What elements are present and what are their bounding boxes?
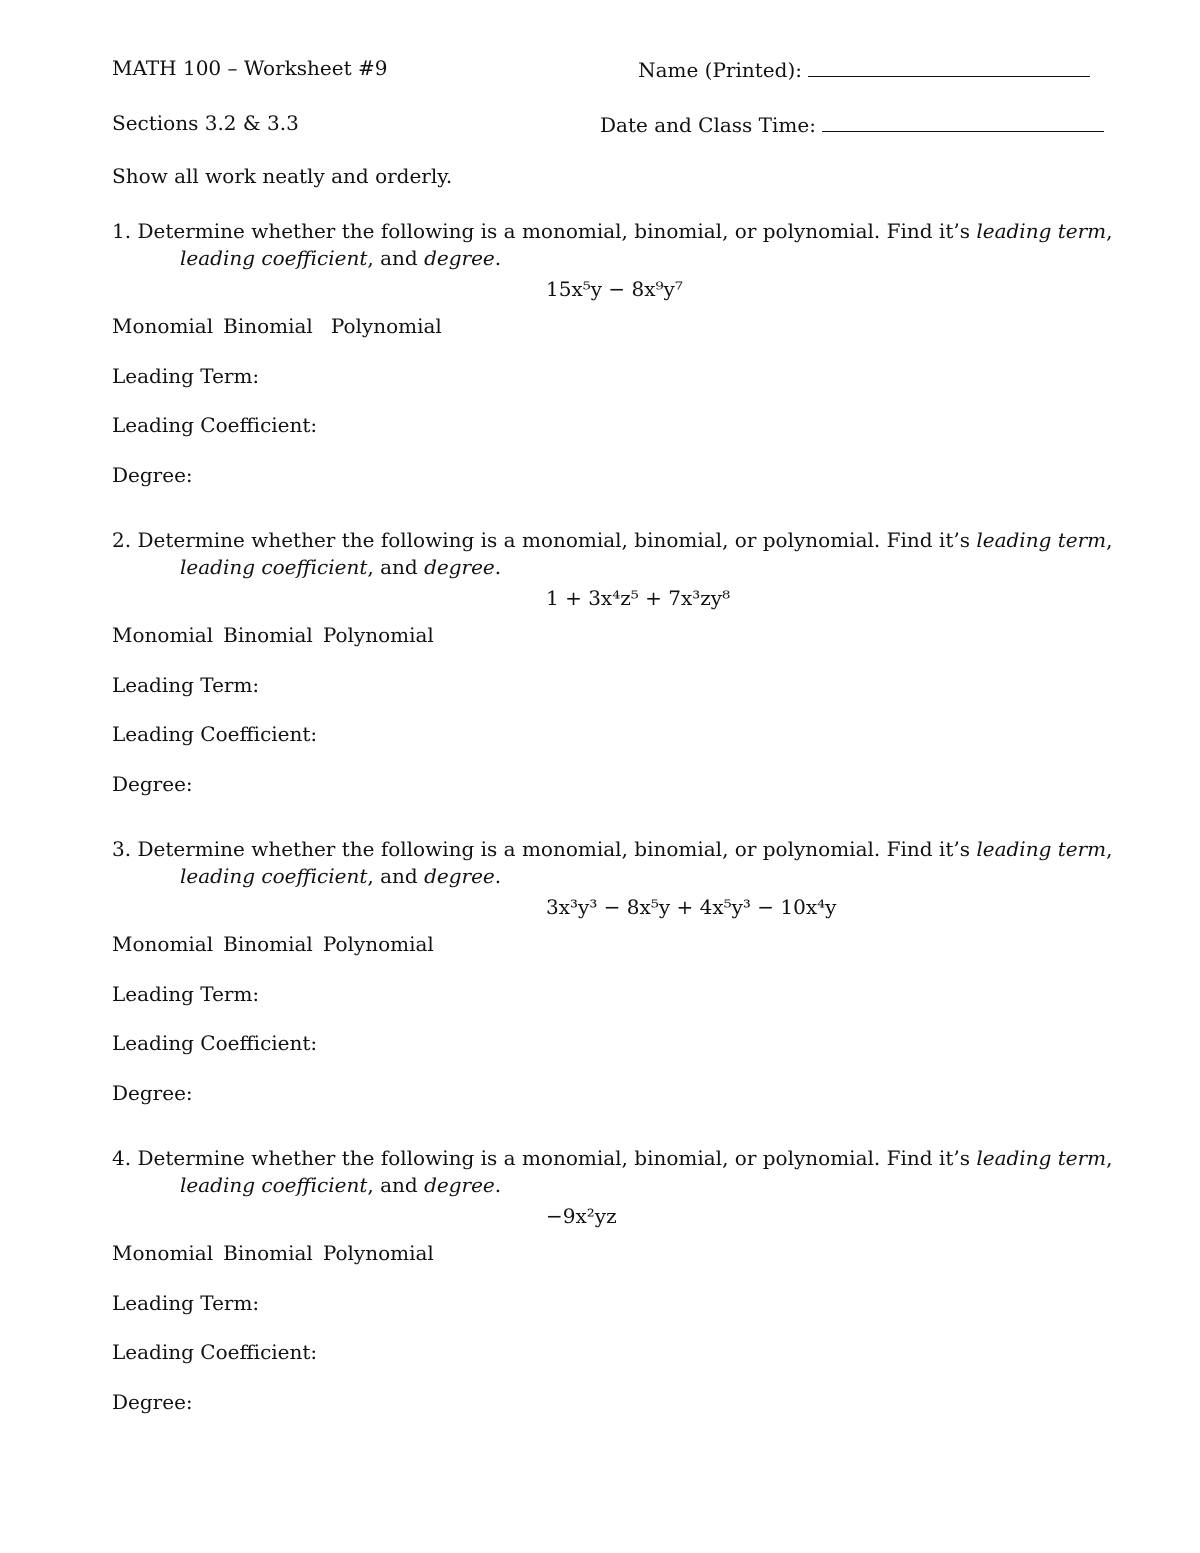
choice-polynomial[interactable]: Polynomial [322, 1241, 434, 1265]
question-1-choices [112, 314, 452, 338]
prompt-degree: degree [424, 246, 495, 270]
expression-text: 15x⁵y − 8x⁹y⁷ [546, 277, 683, 301]
prompt-comma: , [1106, 219, 1113, 243]
prompt-leading-term: leading term [976, 837, 1107, 861]
expression-text: 3x³y³ − 8x⁵y + 4x⁵y³ − 10x⁴y [546, 895, 837, 919]
prompt-leading-coefficient: leading coefficient [180, 1173, 368, 1197]
prompt-degree: degree [424, 1173, 495, 1197]
question-number: 3. [112, 837, 132, 861]
question-3-expression [546, 895, 836, 919]
question-1-leading-coefficient: Leading Coefficient: [112, 413, 318, 437]
prompt-leading-coefficient: leading coefficient [180, 555, 368, 579]
question-2-leading-term: Leading Term: [112, 673, 260, 697]
prompt-period: . [494, 1173, 502, 1197]
question-2-choices [112, 623, 444, 647]
name-label: Name (Printed): [638, 58, 802, 82]
prompt-degree: degree [424, 864, 495, 888]
prompt-comma: , [1106, 837, 1113, 861]
name-blank[interactable] [808, 56, 1090, 77]
choice-monomial[interactable]: Monomial [112, 314, 214, 338]
prompt-text: Determine whether the following is a monomial, binomial, or polynomial. Find it’s [137, 219, 977, 243]
course-title: MATH 100 – Worksheet #9 [112, 56, 388, 80]
prompt-leading-term: leading term [976, 219, 1107, 243]
prompt-leading-coefficient: leading coefficient [180, 246, 368, 270]
prompt-and: , and [367, 864, 425, 888]
prompt-text: Determine whether the following is a monomial, binomial, or polynomial. Find it’s [137, 528, 977, 552]
prompt-and: , and [367, 246, 425, 270]
prompt-leading-coefficient: leading coefficient [180, 864, 368, 888]
choice-polynomial[interactable]: Polynomial [322, 623, 434, 647]
question-3-prompt [112, 837, 1113, 861]
date-field [600, 111, 1090, 137]
choice-binomial[interactable]: Binomial [223, 623, 313, 647]
prompt-comma: , [1106, 528, 1113, 552]
choice-binomial[interactable]: Binomial [223, 932, 313, 956]
choice-polynomial[interactable]: Polynomial [322, 932, 434, 956]
question-3-leading-term: Leading Term: [112, 982, 260, 1006]
question-3-degree: Degree: [112, 1081, 193, 1105]
question-4-leading-term: Leading Term: [112, 1291, 260, 1315]
instruction: Show all work neatly and orderly. [112, 164, 453, 188]
expression-text: 1 + 3x⁴z⁵ + 7x³zy⁸ [546, 586, 731, 610]
question-1-prompt-cont [180, 246, 501, 270]
prompt-period: . [494, 864, 502, 888]
prompt-and: , and [367, 555, 425, 579]
choice-monomial[interactable]: Monomial [112, 1241, 214, 1265]
question-number: 2. [112, 528, 132, 552]
question-2-prompt-cont [180, 555, 501, 579]
question-1-degree: Degree: [112, 463, 193, 487]
prompt-and: , and [367, 1173, 425, 1197]
question-2-degree: Degree: [112, 772, 193, 796]
question-1-leading-term: Leading Term: [112, 364, 260, 388]
question-2-prompt [112, 528, 1113, 552]
question-3-choices [112, 932, 444, 956]
question-2-leading-coefficient: Leading Coefficient: [112, 722, 318, 746]
date-blank[interactable] [822, 111, 1104, 132]
question-4-degree: Degree: [112, 1390, 193, 1414]
choice-polynomial[interactable]: Polynomial [330, 314, 442, 338]
sections-title: Sections 3.2 & 3.3 [112, 111, 299, 135]
question-4-leading-coefficient: Leading Coefficient: [112, 1340, 318, 1364]
expression-text: −9x²yz [546, 1204, 617, 1228]
prompt-text: Determine whether the following is a monomial, binomial, or polynomial. Find it’s [137, 1146, 977, 1170]
question-3-leading-coefficient: Leading Coefficient: [112, 1031, 318, 1055]
date-label: Date and Class Time: [600, 113, 816, 137]
question-1-prompt [112, 219, 1113, 243]
question-1-expression [546, 277, 683, 301]
prompt-period: . [494, 246, 502, 270]
prompt-degree: degree [424, 555, 495, 579]
prompt-period: . [494, 555, 502, 579]
question-4-choices [112, 1241, 444, 1265]
prompt-text: Determine whether the following is a monomial, binomial, or polynomial. Find it’s [137, 837, 977, 861]
choice-binomial[interactable]: Binomial [223, 314, 313, 338]
question-4-prompt [112, 1146, 1113, 1170]
question-number: 4. [112, 1146, 132, 1170]
choice-monomial[interactable]: Monomial [112, 623, 214, 647]
question-4-prompt-cont [180, 1173, 501, 1197]
prompt-leading-term: leading term [976, 1146, 1107, 1170]
prompt-leading-term: leading term [976, 528, 1107, 552]
question-3-prompt-cont [180, 864, 501, 888]
prompt-comma: , [1106, 1146, 1113, 1170]
name-field [600, 56, 1090, 82]
question-2-expression [546, 586, 730, 610]
choice-monomial[interactable]: Monomial [112, 932, 214, 956]
question-number: 1. [112, 219, 132, 243]
choice-binomial[interactable]: Binomial [223, 1241, 313, 1265]
question-4-expression [546, 1204, 617, 1228]
